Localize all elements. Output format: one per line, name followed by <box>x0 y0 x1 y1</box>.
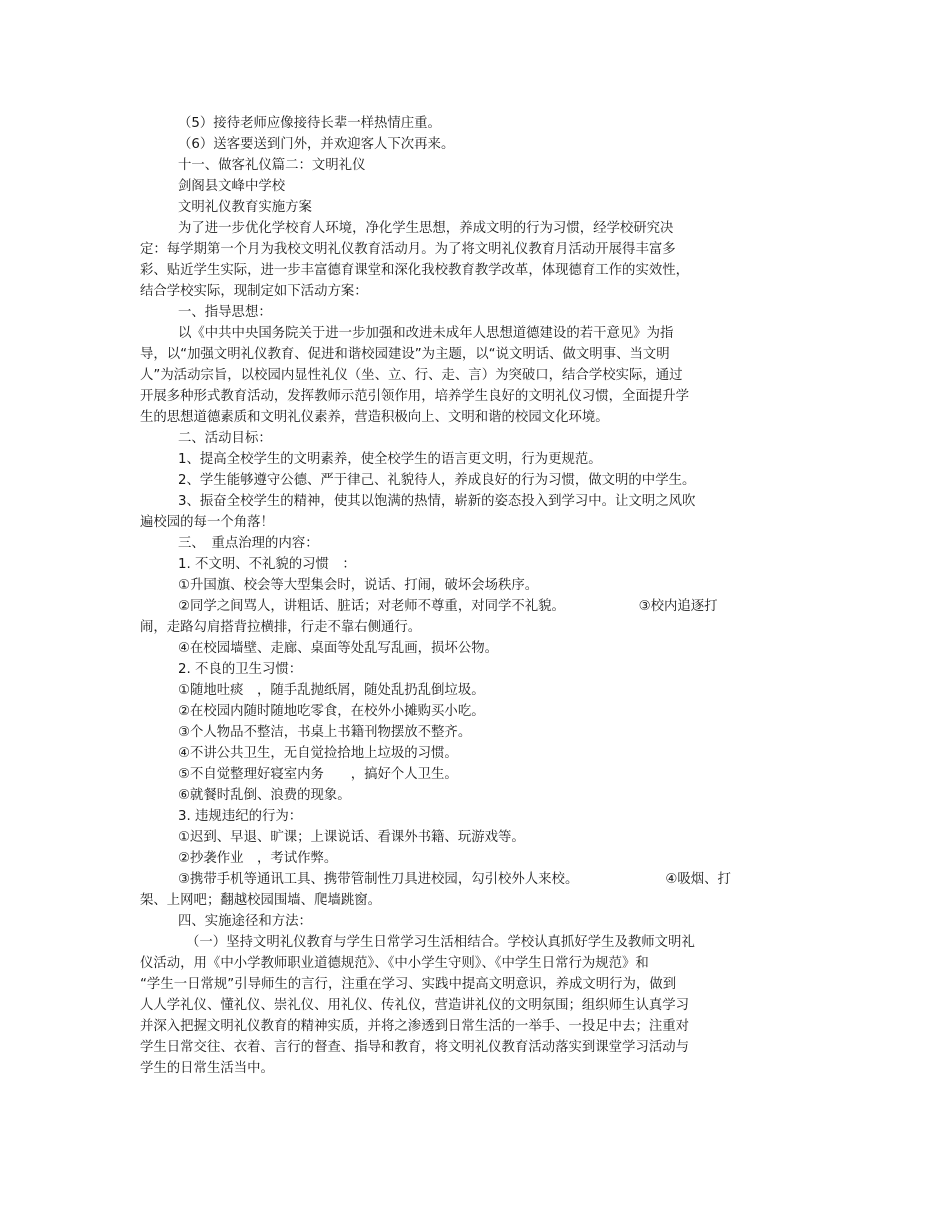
text-line: （5）接待老师应像接待长辈一样热情庄重。 <box>178 116 441 131</box>
subsection-heading: 1. 不文明、不礼貌的习惯 ： <box>178 557 356 572</box>
list-item: ②抄袭作业 ，考试作弊。 <box>178 851 338 866</box>
text-line: 学生的日常生活当中。 <box>140 1061 274 1076</box>
subsection-heading: 3. 违规违纪的行为： <box>178 809 303 824</box>
text-line: 人人学礼仪、懂礼仪、崇礼仪、用礼仪、传礼仪，营造讲礼仪的文明氛围；组织师生认真学习 <box>140 998 690 1013</box>
section-heading: 一、指导思想： <box>178 305 272 320</box>
list-item: ②在校园内随时随地吃零食，在校外小摊购买小吃。 <box>178 704 485 719</box>
section-heading: 十一、做客礼仪篇二：文明礼仪 <box>178 158 366 173</box>
text-line: “学生一日常规”引导师生的言行，注重在学习、实践中提高文明意识，养成文明行为，做到 <box>140 977 677 992</box>
list-item: ③个人物品不整洁，书桌上书籍刊物摆放不整齐。 <box>178 725 472 740</box>
text-line: 彩、贴近学生实际，进一步丰富德育课堂和深化我校教育教学改革，体现德育工作的实效性， <box>140 263 690 278</box>
subsection-heading: 2. 不良的卫生习惯： <box>178 662 303 677</box>
list-item: ①升国旗、校会等大型集会时，说话、打闹，破坏会场秩序。 <box>178 578 539 593</box>
text-line: 开展多种形式教育活动，发挥教师示范引领作用，培养学生良好的文明礼仪习惯，全面提升学 <box>140 389 690 404</box>
text-line: 仪活动，用《中小学教师职业道德规范》、《中小学生守则》、《中学生日常行为规范》和 <box>140 956 649 971</box>
list-item: ④在校园墙壁、走廊、桌面等处乱写乱画，损坏公物。 <box>178 641 498 656</box>
list-item: ⑤不自觉整理好寝室内务 ，搞好个人卫生。 <box>178 767 458 782</box>
text-line: 结合学校实际，现制定如下活动方案： <box>140 284 368 299</box>
text-line: 架、上网吧；翻越校园围墙、爬墙跳窗。 <box>140 893 382 908</box>
section-heading: 四、实施途径和方法： <box>178 914 312 929</box>
text-line: 导，以“加强文明礼仪教育、促进和谐校园建设”为主题，以“说文明话、做文明事、当文明 <box>140 347 670 362</box>
list-item: ④不讲公共卫生，无自觉捡拾地上垃圾的习惯。 <box>178 746 458 761</box>
text-line: 以《中共中央国务院关于进一步加强和改进未成年人思想道德建设的若干意见》为指 <box>178 326 674 341</box>
section-heading: 二、活动目标： <box>178 431 272 446</box>
text-line: 遍校园的每一个角落！ <box>140 515 274 530</box>
text-line: 并深入把握文明礼仪教育的精神实质，并将之渗透到日常生活的一举手、一投足中去；注重对 <box>140 1019 690 1034</box>
school-name: 剑阁县文峰中学校 <box>178 179 286 194</box>
list-item: ①随地吐痰 ，随手乱抛纸屑，随处乱扔乱倒垃圾。 <box>178 683 485 698</box>
text-line: 定：每学期第一个月为我校文明礼仪教育活动月。为了将文明礼仪教育月活动开展得丰富多 <box>140 242 676 257</box>
list-item: ②同学之间骂人，讲粗话、脏话；对老师不尊重，对同学不礼貌。 ③校内追逐打 <box>178 599 718 614</box>
text-line: 生的思想道德素质和文明礼仪素养，营造积极向上、文明和谐的校园文化环境。 <box>140 410 609 425</box>
text-line: 为了进一步优化学校育人环境，净化学生思想，养成文明的行为习惯，经学校研究决 <box>178 221 674 236</box>
list-item: 2、学生能够遵守公德、严于律己、礼貌待人，养成良好的行为习惯，做文明的中学生。 <box>178 473 696 488</box>
text-line: 闹，走路勾肩搭背拉横排，行走不靠右侧通行。 <box>140 620 422 635</box>
document-title: 文明礼仪教育实施方案 <box>178 200 312 215</box>
list-item: ③携带手机等通讯工具、携带管制性刀具进校园，勾引校外人来校。 ④吸烟、打 <box>178 872 731 887</box>
section-heading: 三、 重点治理的内容： <box>178 536 319 551</box>
text-line: （一）坚持文明礼仪教育与学生日常学习生活相结合。学校认真抓好学生及教师文明礼 <box>186 935 695 950</box>
text-line: 学生日常交往、衣着、言行的督查、指导和教育，将文明礼仪教育活动落实到课堂学习活动与 <box>140 1040 690 1055</box>
text-line: （6）送客要送到门外，并欢迎客人下次再来。 <box>178 137 455 152</box>
list-item: 1、提高全校学生的文明素养，使全校学生的语言更文明，行为更规范。 <box>178 452 602 467</box>
list-item: 3、振奋全校学生的精神，使其以饱满的热情，崭新的姿态投入到学习中。让文明之风吹 <box>178 494 696 509</box>
list-item: ①迟到、早退、旷课；上课说话、看课外书籍、玩游戏等。 <box>178 830 525 845</box>
text-line: 人”为活动宗旨，以校园内显性礼仪（坐、立、行、走、言）为突破口，结合学校实际，通过 <box>140 368 683 383</box>
list-item: ⑥就餐时乱倒、浪费的现象。 <box>178 788 351 803</box>
